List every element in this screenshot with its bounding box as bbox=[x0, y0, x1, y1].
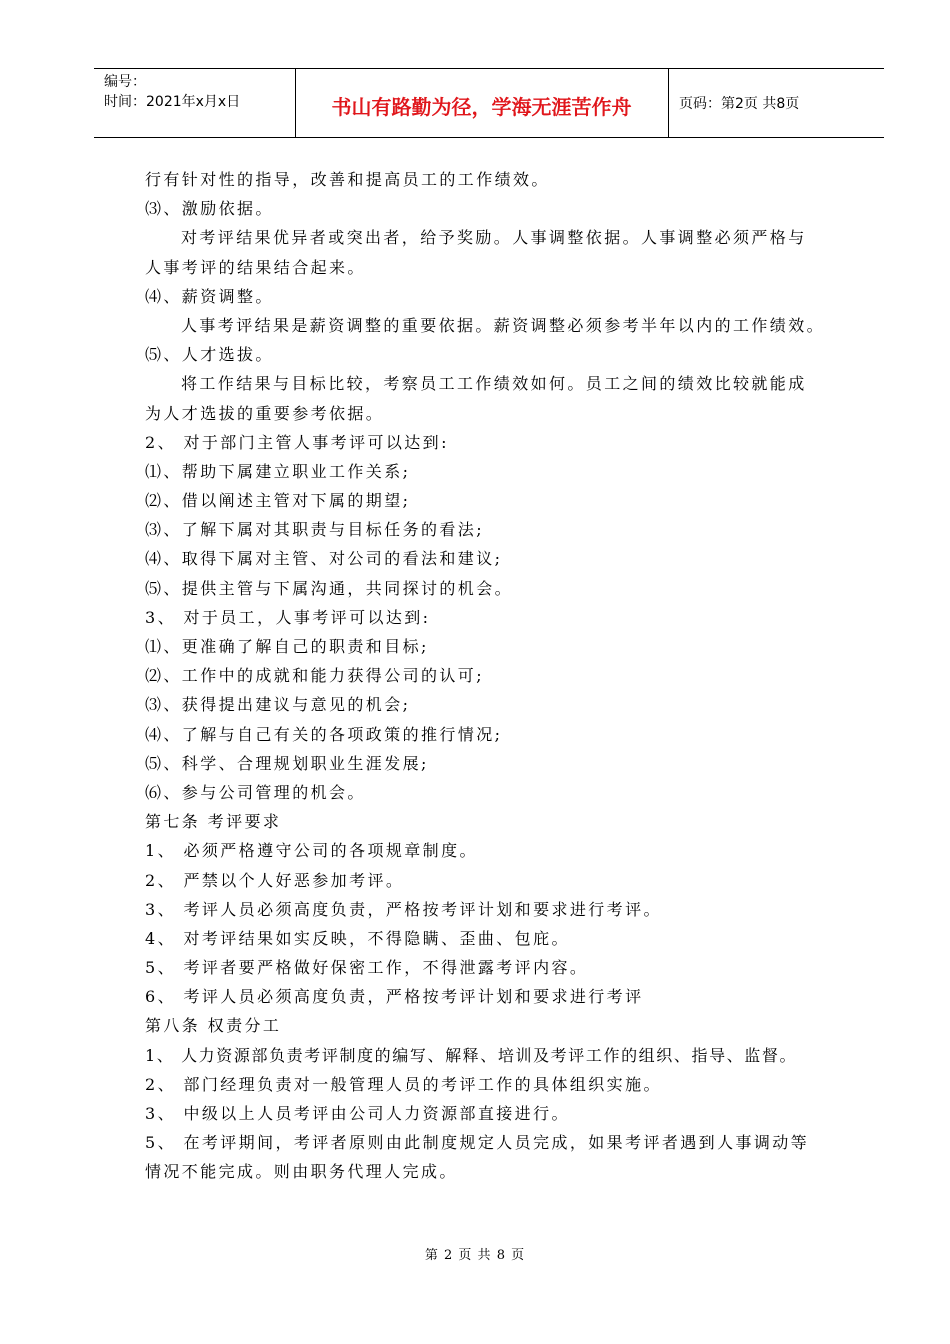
header-page-number: 页码：第2页 共8页 bbox=[679, 96, 800, 112]
section-heading: 第八条 权责分工 bbox=[145, 1016, 282, 1036]
body-line: 5、 考评者要严格做好保密工作，不得泄露考评内容。 bbox=[145, 958, 589, 978]
body-line: 6、 考评人员必须高度负责，严格按考评计划和要求进行考评 bbox=[145, 987, 644, 1007]
body-line: 3、 中级以上人员考评由公司人力资源部直接进行。 bbox=[145, 1104, 570, 1123]
page-header bbox=[94, 68, 884, 138]
header-motto-cell bbox=[295, 69, 669, 137]
body-line: 3、 对于员工，人事考评可以达到: bbox=[145, 607, 431, 627]
body-line: 情况不能完成。则由职务代理人完成。 bbox=[145, 1162, 458, 1182]
body-line: 3、 考评人员必须高度负责，严格按考评计划和要求进行考评。 bbox=[145, 899, 662, 919]
body-line: ⑸、科学、合理规划职业生涯发展; bbox=[145, 753, 429, 773]
body-line: ⑷、薪资调整。 bbox=[145, 286, 274, 306]
body-line: 1、 必须严格遵守公司的各项规章制度。 bbox=[145, 841, 478, 861]
body-line: 人事考评结果是薪资调整的重要依据。薪资调整必须参考半年以内的工作绩效。 bbox=[181, 315, 826, 335]
body-line: ⑶、获得提出建议与意见的机会; bbox=[145, 695, 411, 715]
page-footer: 第 2 页 共 8 页 bbox=[424, 1248, 526, 1263]
body-line: ⑵、工作中的成就和能力获得公司的认可; bbox=[145, 666, 484, 686]
body-line: 为人才选拔的重要参考依据。 bbox=[145, 403, 385, 423]
document-body bbox=[145, 165, 845, 1187]
body-line: 1、 人力资源部负责考评制度的编写、解释、培训及考评工作的组织、指导、监督。 bbox=[145, 1045, 798, 1065]
body-line: ⑵、借以阐述主管对下属的期望; bbox=[145, 491, 411, 511]
header-info-cell bbox=[94, 69, 296, 137]
body-line: ⑸、人才选拔。 bbox=[145, 345, 274, 365]
body-line: 行有针对性的指导，改善和提高员工的工作绩效。 bbox=[145, 170, 550, 189]
header-motto: 书山有路勤为径，学海无涯苦作舟 bbox=[331, 95, 632, 119]
body-line: 5、 在考评期间，考评者原则由此制度规定人员完成，如果考评者遇到人事调动等 bbox=[145, 1133, 810, 1153]
header-page-cell bbox=[669, 69, 884, 137]
body-line: 2、 对于部门主管人事考评可以达到: bbox=[145, 432, 449, 452]
body-line: ⑸、提供主管与下属沟通，共同探讨的机会。 bbox=[145, 578, 514, 598]
document-number-label: 编号： bbox=[104, 74, 146, 90]
body-line: 对考评结果优异者或突出者，给予奖励。人事调整依据。人事调整必须严格与 bbox=[181, 228, 807, 248]
body-line: ⑴、更准确了解自己的职责和目标; bbox=[145, 637, 429, 656]
body-line: ⑶、激励依据。 bbox=[145, 199, 274, 219]
body-line: ⑴、帮助下属建立职业工作关系; bbox=[145, 461, 411, 481]
section-heading: 第七条 考评要求 bbox=[145, 812, 282, 832]
body-line: ⑷、取得下属对主管、对公司的看法和建议; bbox=[145, 549, 503, 569]
body-line: ⑶、了解下属对其职责与目标任务的看法; bbox=[145, 520, 484, 540]
body-line: 将工作结果与目标比较，考察员工工作绩效如何。员工之间的绩效比较就能成 bbox=[181, 374, 807, 394]
body-line: ⑹、参与公司管理的机会。 bbox=[145, 782, 366, 802]
body-line: 2、 严禁以个人好恶参加考评。 bbox=[145, 870, 405, 890]
body-line: 人事考评的结果结合起来。 bbox=[145, 257, 366, 277]
body-line: 2、 部门经理负责对一般管理人员的考评工作的具体组织实施。 bbox=[145, 1074, 662, 1094]
body-line: ⑷、了解与自己有关的各项政策的推行情况; bbox=[145, 724, 503, 744]
document-time-label: 时间：2021年x月x日 bbox=[104, 94, 241, 110]
body-line: 4、 对考评结果如实反映，不得隐瞒、歪曲、包庇。 bbox=[145, 928, 570, 948]
